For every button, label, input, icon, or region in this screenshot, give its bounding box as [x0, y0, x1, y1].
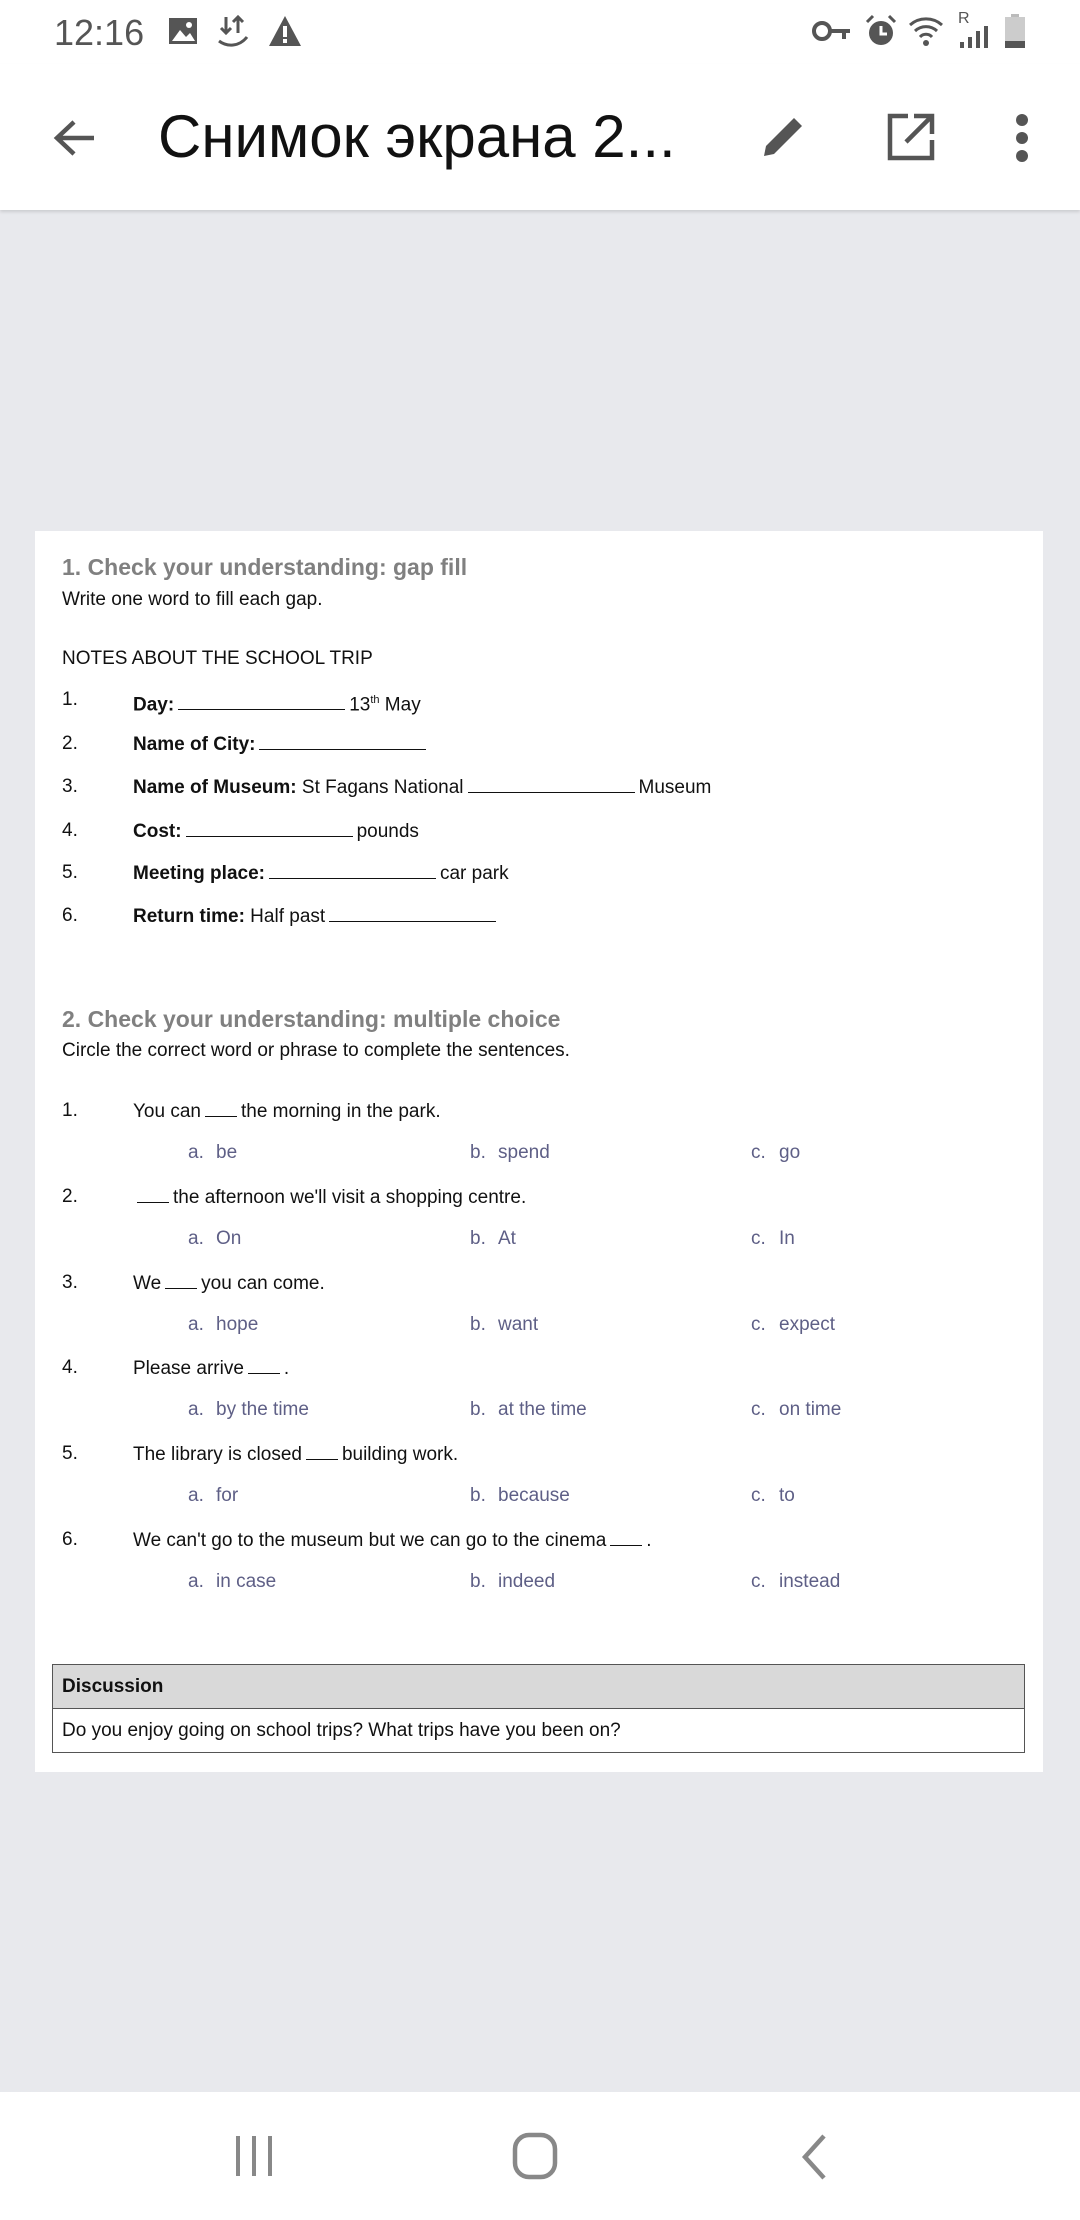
- question-text: [133, 1099, 441, 1124]
- option-letter: b.: [470, 1142, 486, 1163]
- document-page: [35, 531, 1043, 1772]
- option-text: go: [779, 1142, 801, 1163]
- option-letter: c.: [751, 1399, 766, 1421]
- question-after: the afternoon we'll visit a shopping centre.: [173, 1186, 527, 1208]
- pencil-icon[interactable]: [758, 112, 808, 162]
- roaming-indicator: R: [958, 10, 970, 27]
- question-after: .: [283, 1358, 290, 1380]
- item-text-before: Half past: [244, 906, 326, 927]
- notes-title: NOTES ABOUT THE SCHOOL TRIP: [62, 648, 373, 669]
- open-external-icon[interactable]: [886, 112, 936, 162]
- item-label: Meeting place:: [133, 863, 265, 884]
- option-letter: a.: [188, 1227, 204, 1249]
- signal-icon: [958, 26, 990, 48]
- image-icon: [168, 17, 200, 47]
- question-before: We: [133, 1272, 162, 1294]
- option-letter: c.: [751, 1485, 766, 1507]
- answer-option[interactable]: [470, 1141, 550, 1165]
- answer-option[interactable]: [188, 1398, 309, 1422]
- discussion-question: Do you enjoy going on school trips? What trips have you been on?: [53, 1709, 1025, 1753]
- option-letter: c.: [751, 1313, 766, 1335]
- item-label: Day:: [133, 694, 175, 716]
- question-number: 1.: [62, 1100, 78, 1121]
- option-letter: a.: [188, 1313, 204, 1335]
- gap-fill-item: [133, 775, 711, 800]
- answer-option[interactable]: [470, 1227, 516, 1251]
- question-after: the morning in the park.: [240, 1101, 441, 1122]
- option-text: On: [216, 1227, 242, 1249]
- answer-gap[interactable]: [259, 732, 426, 750]
- option-text: want: [498, 1313, 539, 1335]
- question-number: 4.: [62, 1357, 78, 1379]
- option-letter: b.: [470, 1571, 486, 1592]
- answer-gap[interactable]: [178, 692, 345, 710]
- question-blank: [137, 1185, 169, 1203]
- battery-icon: [1005, 14, 1025, 48]
- option-letter: c.: [751, 1142, 766, 1163]
- answer-option[interactable]: [751, 1484, 795, 1508]
- navigation-bar: [0, 2092, 1080, 2220]
- section1-instruction: Write one word to fill each gap.: [62, 589, 323, 610]
- option-text: indeed: [498, 1571, 556, 1592]
- item-number: 2.: [62, 733, 78, 754]
- option-text: hope: [216, 1313, 259, 1335]
- question-blank: [610, 1528, 642, 1546]
- item-text-after: pounds: [356, 821, 419, 842]
- discussion-table: [52, 1664, 1025, 1753]
- status-bar: [0, 0, 1080, 64]
- question-blank: [306, 1442, 338, 1460]
- option-text: instead: [779, 1571, 841, 1592]
- question-number: 5.: [62, 1443, 78, 1465]
- discussion-header: Discussion: [53, 1665, 1025, 1709]
- option-text: in case: [216, 1571, 277, 1592]
- answer-option[interactable]: [188, 1141, 237, 1165]
- question-number: 2.: [62, 1185, 78, 1207]
- item-label: Return time:: [133, 906, 245, 927]
- data-transfer-icon: [216, 15, 250, 49]
- option-letter: a.: [188, 1485, 204, 1507]
- option-text: to: [779, 1485, 795, 1507]
- item-text-before: St Fagans National: [296, 777, 464, 798]
- answer-gap[interactable]: [186, 819, 353, 837]
- question-blank: [165, 1271, 197, 1289]
- answer-option[interactable]: [470, 1398, 587, 1422]
- item-label: Name of City:: [133, 734, 256, 755]
- item-text-after2: May: [379, 694, 421, 716]
- question-before: Please arrive: [133, 1358, 244, 1380]
- option-letter: a.: [188, 1571, 204, 1592]
- item-superscript: th: [370, 694, 380, 706]
- option-text: at the time: [498, 1399, 587, 1421]
- gap-fill-item: [133, 688, 421, 717]
- item-text-after: 13: [349, 694, 371, 716]
- item-text-after: car park: [439, 863, 509, 884]
- status-time: 12:16: [54, 12, 145, 53]
- answer-gap[interactable]: [269, 861, 436, 879]
- option-letter: b.: [470, 1485, 486, 1507]
- wifi-icon: [908, 14, 948, 48]
- option-text: spend: [498, 1142, 550, 1163]
- question-after: building work.: [341, 1444, 459, 1466]
- back-chevron-icon[interactable]: [800, 2134, 830, 2180]
- question-text: [133, 1185, 526, 1210]
- option-text: In: [779, 1227, 795, 1249]
- item-number: 1.: [62, 689, 78, 710]
- question-blank: [248, 1356, 280, 1374]
- home-icon[interactable]: [512, 2132, 558, 2180]
- question-text: [133, 1271, 325, 1296]
- question-after: you can come.: [201, 1272, 325, 1294]
- question-before: You can: [133, 1101, 201, 1122]
- option-letter: c.: [751, 1227, 766, 1249]
- page-title: Снимок экрана 2...: [158, 103, 676, 170]
- option-text: because: [498, 1485, 570, 1507]
- gap-fill-item: [133, 819, 419, 844]
- question-after: .: [646, 1530, 652, 1551]
- recent-apps-icon[interactable]: [234, 2134, 274, 2178]
- option-text: on time: [779, 1399, 842, 1421]
- answer-option[interactable]: [751, 1141, 800, 1165]
- item-label: Name of Museum:: [133, 777, 297, 798]
- item-number: 5.: [62, 862, 78, 883]
- option-letter: c.: [751, 1571, 766, 1592]
- vpn-key-icon: [812, 20, 852, 42]
- question-text: [133, 1528, 652, 1553]
- alarm-icon: [864, 14, 898, 48]
- option-text: be: [216, 1142, 238, 1163]
- answer-option[interactable]: [470, 1570, 555, 1594]
- section2-instruction: Circle the correct word or phrase to complete the sentences.: [62, 1040, 570, 1061]
- answer-option[interactable]: [470, 1313, 538, 1337]
- question-number: 6.: [62, 1529, 78, 1550]
- more-vertical-icon[interactable]: [1012, 112, 1032, 164]
- answer-option[interactable]: [188, 1227, 241, 1251]
- question-before: We can't go to the museum but we can go to the cinema: [133, 1530, 607, 1551]
- item-text-after: Museum: [638, 777, 712, 798]
- section2-heading: 2. Check your understanding: multiple choice: [62, 1006, 561, 1032]
- question-number: 3.: [62, 1271, 78, 1293]
- app-bar: [0, 64, 1080, 210]
- option-letter: b.: [470, 1399, 486, 1421]
- question-text: [133, 1442, 458, 1467]
- answer-option[interactable]: [470, 1484, 570, 1508]
- option-letter: a.: [188, 1399, 204, 1421]
- option-text: for: [216, 1485, 239, 1507]
- option-letter: b.: [470, 1227, 486, 1249]
- option-text: by the time: [216, 1399, 309, 1421]
- item-number: 6.: [62, 905, 78, 926]
- item-label: Cost:: [133, 821, 182, 842]
- question-text: [133, 1356, 289, 1381]
- gap-fill-item: [133, 861, 509, 886]
- option-letter: b.: [470, 1313, 486, 1335]
- gap-fill-item: [133, 904, 500, 929]
- question-blank: [205, 1099, 237, 1117]
- item-number: 4.: [62, 820, 78, 841]
- answer-option[interactable]: [751, 1398, 841, 1422]
- option-text: At: [498, 1227, 516, 1249]
- arrow-left-icon[interactable]: [52, 118, 96, 158]
- gap-fill-item: [133, 732, 430, 757]
- answer-option[interactable]: [188, 1570, 276, 1594]
- answer-option[interactable]: [751, 1313, 835, 1337]
- answer-option[interactable]: [751, 1227, 795, 1251]
- option-text: expect: [779, 1313, 835, 1335]
- answer-option[interactable]: [188, 1484, 238, 1508]
- question-before: The library is closed: [133, 1444, 302, 1466]
- item-number: 3.: [62, 776, 78, 797]
- answer-option[interactable]: [751, 1570, 840, 1594]
- answer-gap[interactable]: [468, 775, 635, 793]
- answer-option[interactable]: [188, 1313, 258, 1337]
- warning-icon: [268, 15, 302, 47]
- option-letter: a.: [188, 1142, 204, 1163]
- section1-heading: 1. Check your understanding: gap fill: [62, 554, 468, 580]
- answer-gap[interactable]: [329, 904, 496, 922]
